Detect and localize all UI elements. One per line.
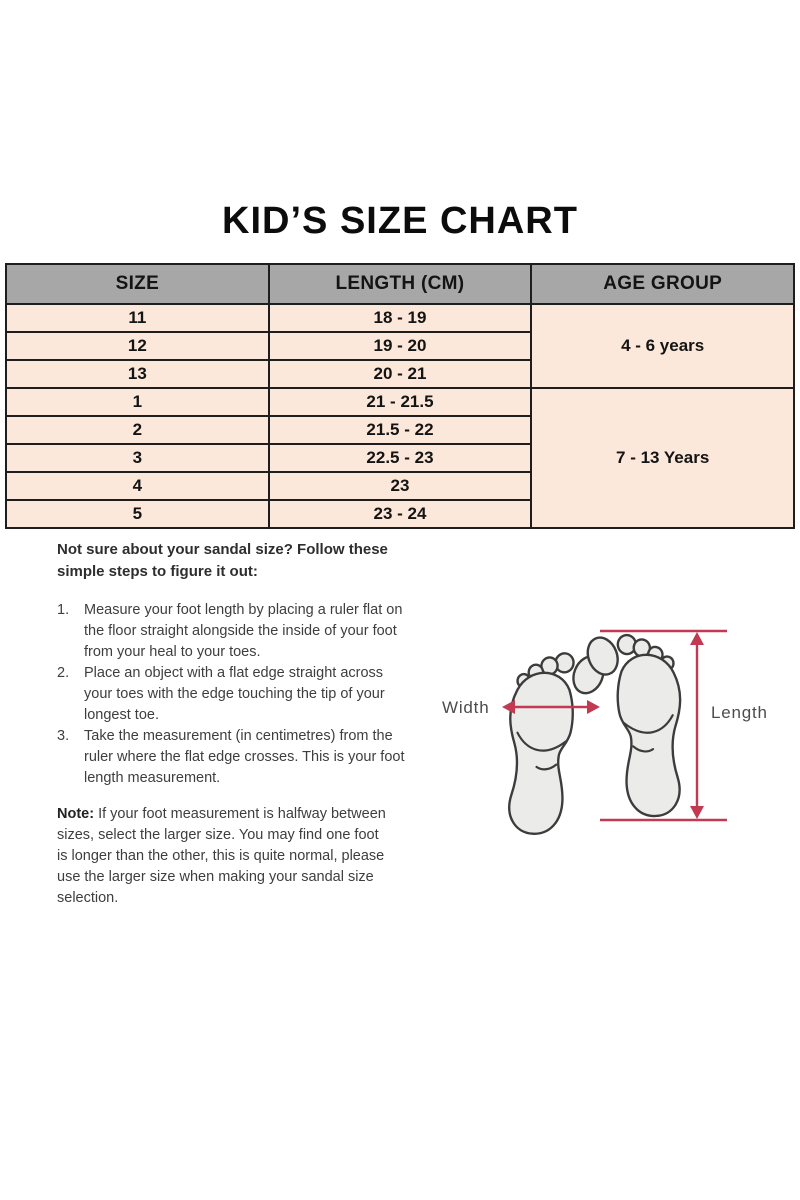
list-item xyxy=(57,726,417,789)
step-number: 2. xyxy=(57,665,70,681)
length-cell: 18 - 19 xyxy=(269,304,532,332)
note-paragraph xyxy=(57,804,391,909)
length-label: Length xyxy=(711,703,768,722)
note-text: If your foot measurement is halfway between sizes, select the larger size. You may find one foot is longer than the other, this is quite normal, please use the larger size when making your sandal size selection. xyxy=(57,806,386,906)
size-cell: 3 xyxy=(6,444,269,472)
size-cell: 5 xyxy=(6,500,269,528)
size-cell: 13 xyxy=(6,360,269,388)
length-cell: 22.5 - 23 xyxy=(269,444,532,472)
size-cell: 12 xyxy=(6,332,269,360)
column-header-size: SIZE xyxy=(6,264,269,304)
width-label: Width xyxy=(442,698,490,717)
arrowhead-down-icon xyxy=(690,806,704,819)
table-row xyxy=(6,304,794,332)
length-cell: 19 - 20 xyxy=(269,332,532,360)
length-cell: 23 - 24 xyxy=(269,500,532,528)
column-header-age-group: AGE GROUP xyxy=(531,264,794,304)
length-cell: 21.5 - 22 xyxy=(269,416,532,444)
steps-list xyxy=(57,600,417,789)
table-row xyxy=(6,388,794,416)
age-group-cell: 4 - 6 years xyxy=(531,304,794,388)
size-cell: 4 xyxy=(6,472,269,500)
instructions-intro: Not sure about your sandal size? Follow these simple steps to figure it out: xyxy=(57,541,388,580)
right-foot-illustration xyxy=(582,624,699,823)
list-item xyxy=(57,663,417,726)
left-foot-illustration xyxy=(490,641,610,841)
note-label: Note: xyxy=(57,806,95,822)
step-text: Place an object with a flat edge straight across your toes with the edge touching the tip of your longest toe. xyxy=(84,665,385,723)
step-text: Take the measurement (in centimetres) from the ruler where the flat edge crosses. This is your foot length measurement. xyxy=(84,728,405,786)
step-number: 1. xyxy=(57,602,70,618)
list-item xyxy=(57,600,417,663)
column-header-length: LENGTH (CM) xyxy=(269,264,532,304)
arrowhead-right-icon xyxy=(587,700,600,714)
size-cell: 11 xyxy=(6,304,269,332)
arrowhead-up-icon xyxy=(690,632,704,645)
size-cell: 2 xyxy=(6,416,269,444)
length-cell: 21 - 21.5 xyxy=(269,388,532,416)
arrowhead-left-icon xyxy=(502,700,515,714)
size-cell: 1 xyxy=(6,388,269,416)
table-header-row xyxy=(6,264,794,304)
instructions-section xyxy=(57,539,417,909)
length-cell: 20 - 21 xyxy=(269,360,532,388)
step-text: Measure your foot length by placing a ruler flat on the floor straight alongside the inside of your foot from your heal to your toes. xyxy=(84,602,403,660)
page-title: KID’S SIZE CHART xyxy=(222,200,578,242)
step-number: 3. xyxy=(57,728,70,744)
age-group-cell: 7 - 13 Years xyxy=(531,388,794,528)
foot-measurement-diagram xyxy=(430,600,800,860)
length-cell: 23 xyxy=(269,472,532,500)
size-chart-table xyxy=(5,263,795,529)
